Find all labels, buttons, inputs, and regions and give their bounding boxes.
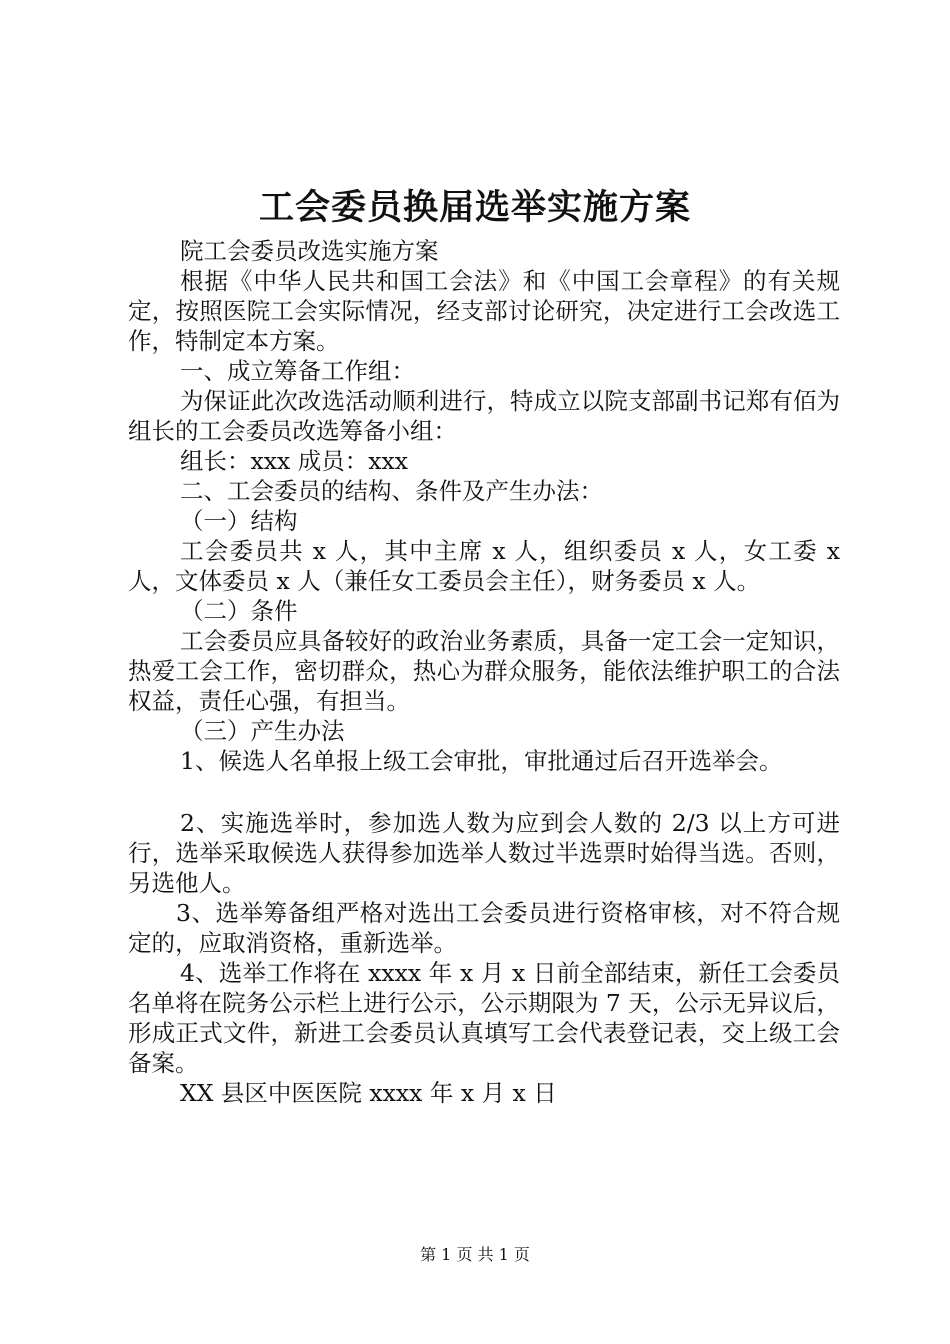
page-number-footer: 第 1 页 共 1 页 (420, 1245, 530, 1264)
list-item: 2、实施选举时，参加选人数为应到会人数的 2/3 以上方可进行，选举采取候选人获得参加选举人数过半选票时始得当选。否则，另选他人。 (128, 809, 840, 897)
document-title: 工会委员换届选举实施方案 (258, 187, 691, 228)
body-paragraph: 工会委员共 x 人，其中主席 x 人，组织委员 x 人，女工委 x 人，文体委员 x 人（兼任女工委员会主任），财务委员 x 人。 (128, 537, 840, 595)
list-item: 3、选举筹备组严格对选出工会委员进行资格审核，对不符合规定的，应取消资格，重新选举。 (128, 899, 840, 957)
subsection-heading: （二）条件 (180, 597, 298, 625)
signature-line: XX 县区中医医院 xxxx 年 x 月 x 日 (180, 1079, 557, 1107)
section-heading: 二、工会委员的结构、条件及产生办法： (180, 477, 603, 505)
body-paragraph: 工会委员应具备较好的政治业务素质，具备一定工会一定知识，热爱工会工作，密切群众，热心为群众服务，能依法维护职工的合法权益，责任心强，有担当。 (128, 627, 840, 715)
subsection-heading: （一）结构 (180, 507, 298, 535)
subsection-heading: （三）产生办法 (180, 717, 345, 745)
body-paragraph: 组长：xxx 成员：xxx (180, 447, 408, 475)
intro-paragraph: 根据《中华人民共和国工会法》和《中国工会章程》的有关规定，按照医院工会实际情况，经支部讨论研究，决定进行工会改选工作，特制定本方案。 (128, 267, 840, 355)
document-body (128, 236, 840, 1108)
section-heading: 一、成立筹备工作组： (180, 357, 415, 385)
blank-line (128, 776, 840, 808)
subtitle-paragraph: 院工会委员改选实施方案 (180, 237, 439, 265)
list-item: 1、候选人名单报上级工会审批，审批通过后召开选举会。 (180, 747, 783, 775)
body-paragraph: 为保证此次改选活动顺利进行，特成立以院支部副书记郑有佰为组长的工会委员改选筹备小组： (128, 387, 840, 445)
list-item: 4、选举工作将在 xxxx 年 x 月 x 日前全部结束，新任工会委员名单将在院务公示栏上进行公示，公示期限为 7 天，公示无异议后，形成正式文件，新进工会委员认真填写工会代表登记表，交上级工会备案。 (128, 959, 840, 1077)
